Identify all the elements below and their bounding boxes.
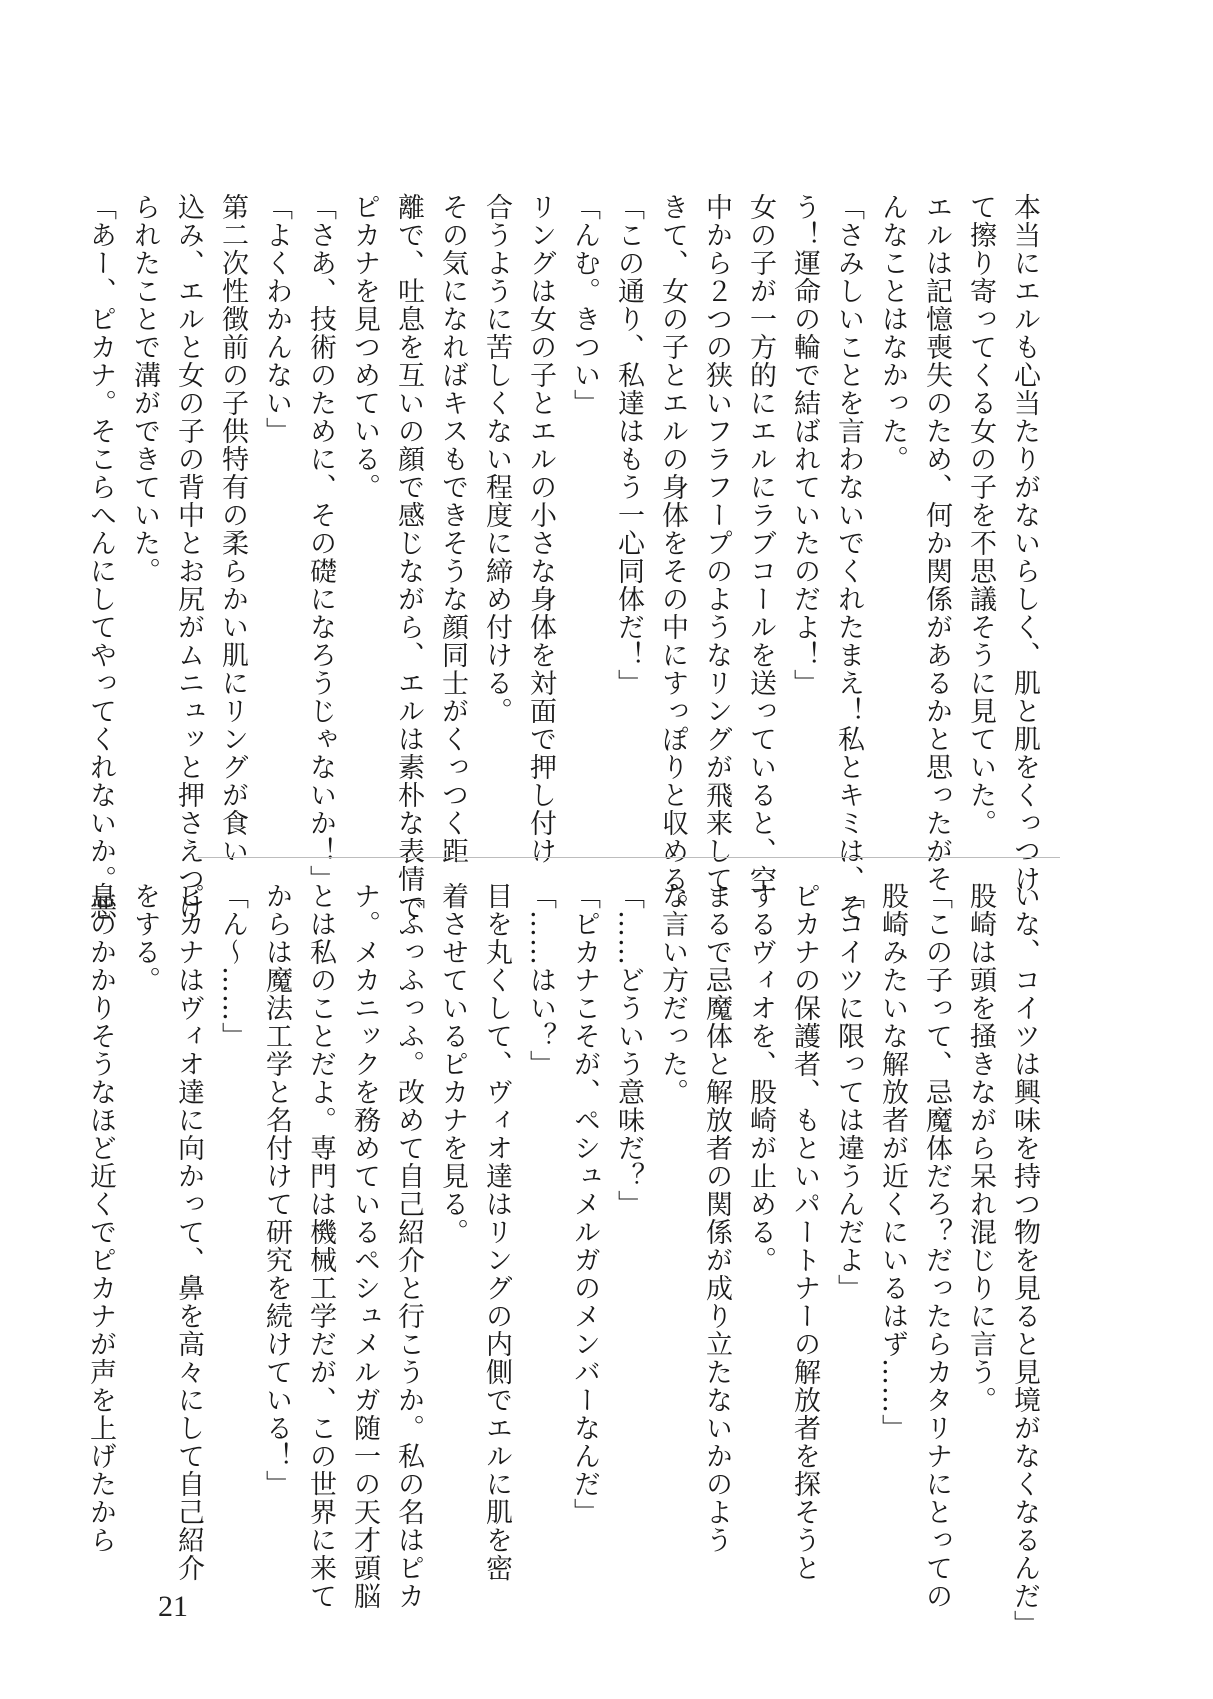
text-line: 込み、エルと女の子の背中とお尻がムニュッと押さえつけ xyxy=(173,193,204,921)
section-divider xyxy=(198,857,1060,858)
upper-text-column xyxy=(85,193,1046,921)
text-line: ピカナを見つめている。 xyxy=(349,193,380,501)
page-number: 21 xyxy=(158,1590,188,1623)
text-line: 離で、吐息を互いの顔で感じながら、エルは素朴な表情で xyxy=(393,193,424,921)
text-line: きて、女の子とエルの身体をその中にすっぽりと収める。 xyxy=(657,193,688,921)
text-line: をする。 xyxy=(129,882,160,994)
text-line: とは私のことだよ。専門は機械工学だが、この世界に来て xyxy=(305,882,336,1610)
text-line: 「ん～……」 xyxy=(217,882,248,1050)
text-line: いな、コイツは興味を持つ物を見ると見境がなくなるんだ」 xyxy=(1009,882,1040,1638)
text-line: まるで忌魔体と解放者の関係が成り立たないかのよう xyxy=(701,882,732,1554)
text-line: 第二次性徴前の子供特有の柔らかい肌にリングが食い xyxy=(217,193,248,865)
text-line: な言い方だった。 xyxy=(657,882,688,1106)
text-line: エルは記憶喪失のため、何か関係があるかと思ったがそ xyxy=(921,193,952,893)
text-line: 股崎は頭を掻きながら呆れ混じりに言う。 xyxy=(965,882,996,1414)
text-line: 「この通り、私達はもう一心同体だ！」 xyxy=(613,193,644,697)
text-line: 女の子が一方的にエルにラブコールを送っていると、空 xyxy=(745,193,776,893)
text-line: 本当にエルも心当たりがないらしく、肌と肌をくっつけ xyxy=(1009,193,1040,893)
text-line: て擦り寄ってくる女の子を不思議そうに見ていた。 xyxy=(965,193,996,837)
text-line: う！運命の輪で結ばれていたのだよ！」 xyxy=(789,193,820,697)
text-line: 着させているピカナを見る。 xyxy=(437,882,468,1246)
text-line: 「コイツに限っては違うんだよ」 xyxy=(833,882,864,1302)
text-line: 中から２つの狭いフラフープのようなリングが飛来して xyxy=(701,193,732,893)
text-line: 股崎みたいな解放者が近くにいるはず……」 xyxy=(877,882,908,1442)
text-line: 目を丸くして、ヴィオ達はリングの内側でエルに肌を密 xyxy=(481,882,512,1582)
text-line: 「さあ、技術のために、その礎になろうじゃないか！」 xyxy=(305,193,336,893)
text-line: するヴィオを、股崎が止める。 xyxy=(745,882,776,1274)
text-line: ピカナの保護者、もといパートナーの解放者を探そうと xyxy=(789,882,820,1582)
text-line: んなことはなかった。 xyxy=(877,193,908,473)
text-line: からは魔法工学と名付けて研究を続けている！」 xyxy=(261,882,292,1498)
text-line: 「よくわかんない」 xyxy=(261,193,292,445)
text-line: 「さみしいことを言わないでくれたまえ！私とキミは、そ xyxy=(833,193,864,921)
text-line: 「この子って、忌魔体だろ？だったらカタリナにとっての xyxy=(921,882,952,1610)
text-line: 「……はい？」 xyxy=(525,882,556,1078)
text-line: 「んむ。きつい」 xyxy=(569,193,600,417)
text-line: 「……どういう意味だ？」 xyxy=(613,882,644,1218)
text-line: リングは女の子とエルの小さな身体を対面で押し付け xyxy=(525,193,556,865)
text-line: 「あー、ピカナ。そこらへんにしてやってくれないか。悪 xyxy=(85,193,116,921)
text-line: られたことで溝ができていた。 xyxy=(129,193,160,585)
text-line: ピカナはヴィオ達に向かって、鼻を高々にして自己紹介 xyxy=(173,882,204,1582)
text-line: 合うように苦しくない程度に締め付ける。 xyxy=(481,193,512,725)
text-line: 「ふっふっふ。改めて自己紹介と行こうか。私の名はピカ xyxy=(393,882,424,1610)
text-line: ナ。メカニックを務めているペシュメルガ随一の天才頭脳 xyxy=(349,882,380,1610)
text-line: 息のかかりそうなほど近くでピカナが声を上げたから xyxy=(85,882,116,1554)
text-line: 「ピカナこそが、ペシュメルガのメンバーなんだ」 xyxy=(569,882,600,1526)
text-line: その気になればキスもできそうな顔同士がくっつく距 xyxy=(437,193,468,865)
